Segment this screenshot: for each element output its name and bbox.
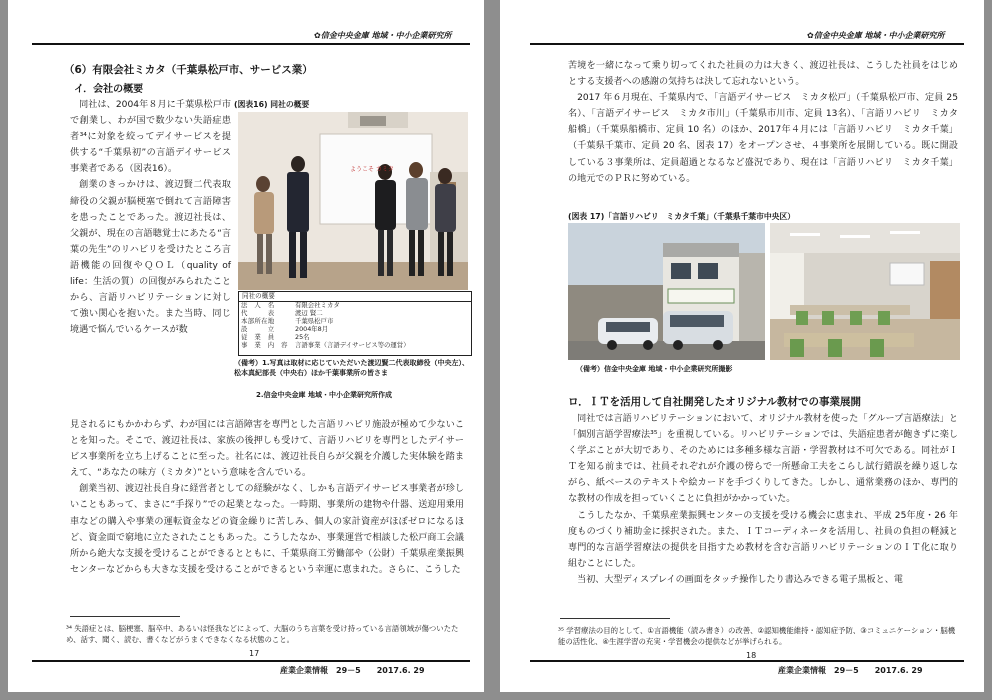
- footnote-35: ³⁵ 学習療法の目的として、①言語機能（読み書き）の改善、②認知機能維持・認知症予防、③コミュニケーション・脳機能の活性化、④生涯学習の充実・学習機会の提供などが挙げられる。: [558, 626, 956, 646]
- body-text-top: [568, 58, 958, 187]
- section-title: （6）有限会社ミカタ（千葉県松戸市、サービス業）: [64, 64, 313, 76]
- table-row: 法 人 名 有限会社ミカタ: [241, 301, 340, 309]
- staff-photo-illustration: [238, 112, 468, 290]
- body-text-narrow: [70, 97, 231, 338]
- paragraph: 創業当初、渡辺社長自身に経営者としての経験がなく、しかも言語デイサービス事業者が珍しいこともあって、まさに“手探り”での起業となった。一時期、事業所の建物や什器、送迎用乗用車などの購入や事業の運転資金などの資金繰りに苦しみ、個人の家計資産がほぼゼロになるほど、資金面で窮地に立たされたこともあった。こうしたなか、事業運営で相談した松戸商工会議所から絶大な支援を受けることができるとともに、千葉県商工労働部や（公財）千葉県産業振興センターなどからも大きな支援を受けることができるという幸運に恵まれた。さらに、こうした: [70, 484, 464, 575]
- facility-interior-illustration: [770, 223, 960, 360]
- figure-caption: (図表16) 同社の概要: [234, 100, 310, 109]
- header-organization: ✿信金中央金庫 地域・中小企業研究所: [314, 31, 452, 40]
- screen-welcome-text: ようこそ カミタ: [350, 166, 394, 173]
- facility-interior-photo: [770, 223, 960, 360]
- body-text-bottom: [568, 411, 958, 588]
- header-rule: [32, 43, 470, 45]
- shinkin-logo-icon: ✿: [807, 31, 814, 40]
- table-row: 代 表 渡辺 賢二: [241, 308, 323, 317]
- paragraph: 2017 年６月現在、千葉県内で、「言語デイサービス ミカタ松戸」（千葉県松戸市、定員 25 名）、「言語デイサービス ミカタ市川」（千葉県市川市、定員 13名）、「言語リハビリ ミカタ船橋」（千葉県船橋市、定員 10 名）のほか、2017年４月には「言語リハビリ ミカタ千葉」（千葉県千葉市、定員 20 名、図表 17）をオープンさせ、４事業所を展開している。既に開設している３事業所は、定員超過となるなど盛況であり、現在は「言語リハビリ ミカタ千葉」の地元でのＰＲに努めている。: [568, 93, 958, 184]
- footnote-rule: [70, 616, 180, 617]
- footer-publication: 産業企業情報 29－5 2017.6. 29: [778, 666, 923, 675]
- paragraph: 苦境を一緒になって乗り切ってくれた社員の力は大きく、渡辺社長は、こうした社員をはじめとする支援者への感謝の気持ちは決して忘れないという。: [568, 61, 958, 88]
- footnote-rule: [560, 618, 670, 619]
- table-row: 事 業 内 容 言語事業（言語デイサービス等の運営）: [241, 340, 410, 349]
- paragraph: 同社は、2004年８月に千葉県松戸市で創業し、わが国で数少ない失語症患者³⁴に対象を絞ってデイサービスを提供する“千葉県初”の言語デイサービス事業者である（図表16）。: [70, 100, 231, 175]
- left-page: [8, 0, 484, 692]
- paragraph: 創業のきっかけは、渡辺賢二代表取締役の父親が脳梗塞で倒れて言語障害を患ったことであった。渡辺社長は、父親が、現在の言語聴覚士にあたる“言葉の先生”のリハビリを受けたところ言語機能の回復やＱＯＬ（quality of life：生活の質）の回復がみられたことから、言語リハビリテーションに対して強い関心を抱いた。また当時、同じ境遇で悩んでいるケースが数: [70, 180, 231, 336]
- page-number: 17: [249, 649, 260, 658]
- footer-rule: [32, 660, 470, 662]
- figure-note-2: 2.信金中央金庫 地域・中小企業研究所作成: [256, 391, 392, 399]
- table-row: 従 業 員 25名: [241, 332, 310, 341]
- footer-publication: 産業企業情報 29－5 2017.6. 29: [280, 666, 425, 675]
- paragraph: 当初、大型ディスプレイの画面をタッチ操作したり書込みできる電子黒板と、電: [577, 574, 903, 585]
- facility-exterior-photo: [568, 223, 765, 360]
- header-rule: [530, 43, 964, 45]
- profile-rows: [239, 302, 412, 349]
- paragraph: 見されるにもかかわらず、わが国には言語障害を専門とした言語リハビリ施設が極めて少ないことを知った。そこで、渡辺社長は、家族の後押しも受けて、言語リハビリを専門としたデイサービス事業所を立ち上げることに至った。社名には、渡辺社長自らが父親を介護した実体験を踏まえて、“あなたの味方（ミカタ）”という意味を含んでいる。: [70, 420, 464, 479]
- company-profile-table: [238, 291, 472, 356]
- profile-table-title: 同社の概要: [239, 292, 471, 302]
- photo-note: （備考）信金中央金庫 地域・中小企業研究所撮影: [576, 365, 733, 373]
- shinkin-logo-icon: ✿: [314, 31, 321, 40]
- paragraph: 同社では言語リハビリテーションにおいて、オリジナル教材を使った「グループ言語療法」と「個別言語学習療法³⁵」を重視している。リハビリテーションでは、失語症患者が飽きずに楽しく学ぶことが大切であり、そのためには多種多様な言語・学習教材は不可欠である。同社がＩＴを知る前までは、社員それぞれが介護の傍らで一所懸命工夫をこらし試行錯誤を繰り返しながら、紙ベースのテキストや絵カードを手づくりしてきた。しかし、通常業務のほか、専門的な教材の作成を担っていくことに負担がかかっていた。: [568, 414, 958, 505]
- figure-caption: (図表 17)「言語リハビリ ミカタ千葉」（千葉県千葉市中央区）: [568, 212, 796, 221]
- paragraph: こうしたなか、千葉県産業振興センターの支援を受ける機会に恵まれ、平成 25年度・26 年度ものづくり補助金に採択された。また、ＩＴコーディネータを活用し、社員の負担の軽減と専門的な言語学習療法の提供を目指すため教材を含む言語リハビリテーションのＩＴ化に取り組むことにした。: [568, 510, 958, 569]
- table-row: 本部所在地 千葉県松戸市: [241, 316, 334, 325]
- subsection-title: イ．会社の概要: [74, 84, 144, 95]
- footnote-34: ³⁴ 失語症とは、脳梗塞、脳卒中、あるいは怪我などによって、大脳のうち言葉を受け持っている言語領域が傷ついたため、話す、聞く、読む、書くなどがうまくできなくなる状態のこと。: [66, 624, 459, 644]
- right-page: [500, 0, 984, 692]
- page-number: 18: [746, 651, 757, 660]
- body-text-wide: [70, 417, 464, 578]
- section-title: ロ．ＩＴを活用して自社開発したオリジナル教材での事業展開: [568, 396, 862, 408]
- staff-photo: [238, 112, 468, 290]
- figure-note-1: （備考）1.写真は取材に応じていただいた渡辺賢二代表取締役（中央左）、松本真紀部長（中央右）ほか千葉事業所の皆さま: [234, 359, 470, 377]
- facility-exterior-illustration: [568, 223, 765, 360]
- footer-rule: [530, 660, 964, 662]
- table-row: 設 立 2004年8月: [241, 324, 329, 333]
- header-organization: ✿信金中央金庫 地域・中小企業研究所: [807, 31, 945, 40]
